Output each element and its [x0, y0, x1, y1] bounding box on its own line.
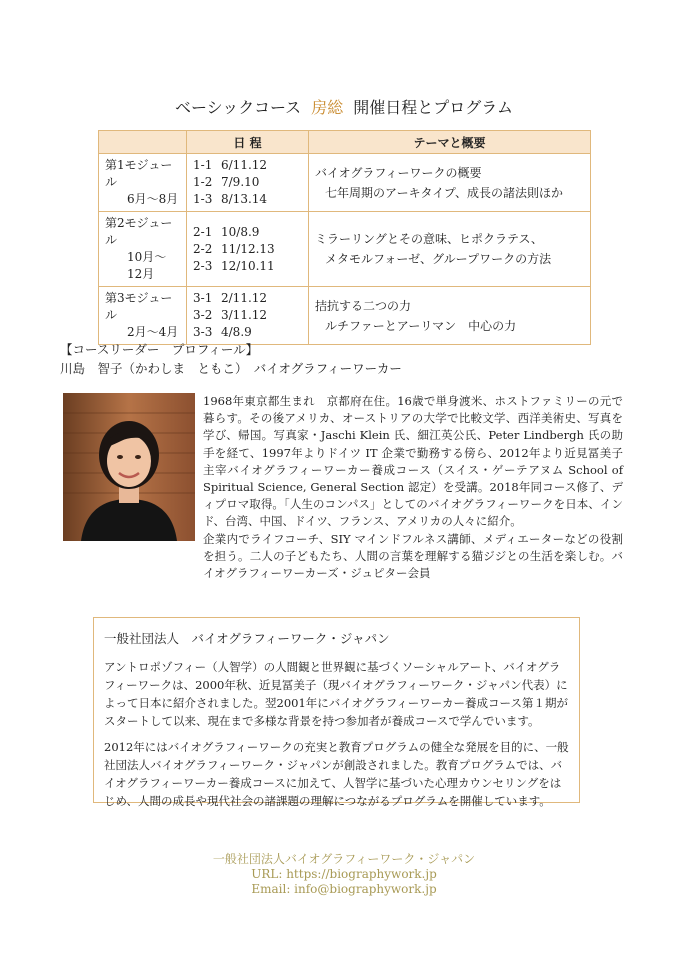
theme-title: ミラーリングとその意味、ヒポクラテス、 [315, 232, 543, 246]
title-prefix: ベーシックコース [174, 98, 302, 117]
page-title [0, 95, 688, 118]
session-dates: 11/12.13 [221, 241, 275, 256]
bio-paragraph: 企業内でライフコーチ、SIY マインドフルネス講師、メディエーターなどの役割を担う。二人の子どもたち、人間の言葉を理解する猫ジジとの生活を楽しむ。バイオグラフィーワーカーズ・ジュピター会員 [203, 531, 623, 581]
footer [0, 852, 688, 897]
theme-cell [309, 212, 591, 287]
theme-cell [309, 287, 591, 345]
session [193, 157, 302, 174]
module-name: 第1モジュール [105, 158, 173, 189]
profile-name-line: 川島 智子（かわしま ともこ） バイオグラフィーワーカー [60, 361, 402, 376]
theme-title: 拮抗する二つの力 [315, 298, 412, 313]
organization-paragraph: 2012年にはバイオグラフィーワークの充実と教育プログラムの健全な発展を目的に、一般社団法人バイオグラフィーワーク・ジャパンが創設されました。教育プログラムでは、バイオグラフィーワーカー養成コースに加えて、人智学に基づいた心理カウンセリングをはじめ、人間の成長や現代社会の諸課題の理解につながるプログラムを開催しています。 [104, 740, 569, 808]
module-period: 2月～4月 [127, 325, 179, 339]
session-code: 3-3 [193, 325, 213, 339]
header-theme: テーマと概要 [309, 131, 591, 154]
module-period: 6月～8月 [127, 192, 179, 206]
session [193, 224, 302, 241]
sessions-cell [187, 212, 309, 287]
session-code: 1-2 [193, 175, 213, 189]
session-code: 2-3 [193, 258, 213, 273]
session-dates: 6/11.12 [221, 158, 268, 172]
session-dates: 8/13.14 [221, 192, 268, 206]
session [193, 241, 302, 258]
session-dates: 7/9.10 [221, 175, 260, 189]
session-code: 1-1 [193, 158, 213, 172]
session [193, 174, 302, 191]
sessions-cell [187, 287, 309, 345]
footer-org: 一般社団法人バイオグラフィーワーク・ジャパン [212, 852, 476, 866]
header-module [99, 131, 187, 154]
session-dates: 3/11.12 [221, 308, 268, 322]
session [193, 290, 302, 307]
theme-cell [309, 154, 591, 212]
session-dates: 12/10.11 [221, 258, 275, 273]
module-name: 第2モジュール [105, 216, 173, 247]
session [193, 258, 302, 275]
session-code: 2-2 [193, 241, 213, 256]
organization-paragraph: アントロポゾフィー（人智学）の人間観と世界観に基づくソーシャルアート、バイオグラフィーワークは、2000年秋、近見冨美子（現バイオグラフィーワーク・ジャパン代表）によって日本に紹介されました。翌2001年にバイオグラフィーワーカー養成コース第１期がスタートして以来、現在まで多様な背景を持つ参加者が養成コースで学んでいます。 [104, 660, 568, 728]
profile-header [60, 340, 402, 378]
sessions-cell [187, 154, 309, 212]
session-code: 1-3 [193, 192, 213, 206]
module-name: 第3モジュール [105, 291, 173, 322]
header-dates: 日 程 [187, 131, 309, 154]
schedule-header-row [99, 131, 591, 154]
session-code: 3-2 [193, 308, 213, 322]
session [193, 324, 302, 341]
schedule-table [98, 130, 591, 345]
title-suffix: 開催日程とプログラム [353, 98, 514, 117]
theme-subtitle: ルチファーとアーリマン 中心の力 [325, 318, 517, 333]
module-cell [99, 287, 187, 345]
bio-paragraph: 1968年東京都生まれ 京都府在住。16歳で単身渡米、ホストファミリーの元で暮らす。その後アメリカ、オーストリアの大学で比較文学、西洋美術史、写真を学び、帰国。写真家・Jaschi Klein 氏、細江英公氏、Peter Lindbergh 氏の助手を経て、1997年よりドイツ IT 企業で勤務する傍ら、2012年より近見冨美子主宰バイオグラフィーワーカー養成コース（スイス・ゲーテアヌム School of Spiritual Science, General Section 認定）を受講。2018年同コース修了、ディプロマ取得。「人生のコンパス」としてのバイオグラフィーワークを日本、インド、台湾、中国、ドイツ、フランス、アメリカの人々に紹介。 [203, 394, 623, 529]
theme-title: バイオグラフィーワークの概要 [315, 165, 482, 180]
module-period: 10月～12月 [127, 250, 167, 281]
footer-url[interactable]: URL: https://biographywork.jp [251, 867, 437, 881]
portrait-image [63, 393, 195, 541]
module-cell [99, 154, 187, 212]
session [193, 191, 302, 208]
organization-box [93, 617, 580, 808]
table-row [99, 154, 591, 212]
session-dates: 2/11.12 [221, 291, 268, 305]
session [193, 307, 302, 324]
theme-subtitle: 七年周期のアーキタイプ、成長の諸法則ほか [325, 185, 563, 200]
session-code: 2-1 [193, 224, 213, 239]
profile-heading: 【コースリーダー プロフィール】 [60, 342, 259, 357]
footer-email[interactable]: Email: info@biographywork.jp [251, 882, 437, 896]
session-dates: 10/8.9 [221, 224, 260, 239]
session-dates: 4/8.9 [221, 325, 252, 339]
profile-bio [203, 393, 623, 582]
title-accent: 房総 [311, 98, 344, 117]
module-cell [99, 212, 187, 287]
profile-photo [63, 393, 195, 541]
theme-subtitle: メタモルフォーゼ、グループワークの方法 [325, 252, 552, 266]
organization-title: 一般社団法人 バイオグラフィーワーク・ジャパン [104, 631, 390, 646]
table-row [99, 287, 591, 345]
session-code: 3-1 [193, 291, 213, 305]
table-row [99, 212, 591, 287]
